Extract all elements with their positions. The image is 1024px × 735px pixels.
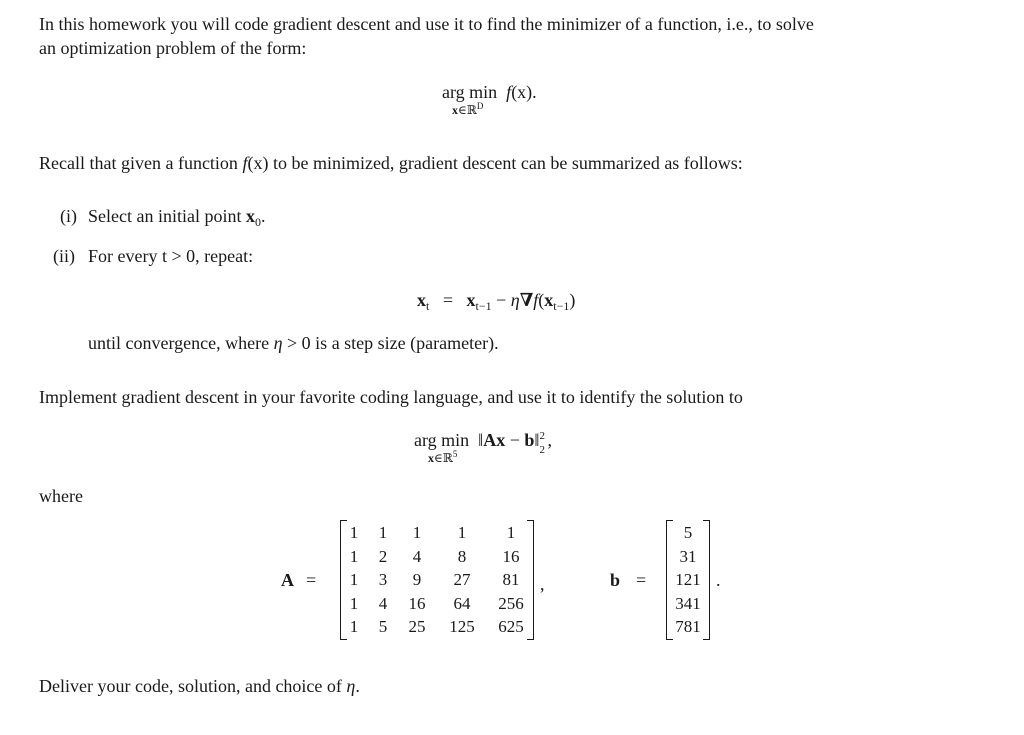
vector-b-trailing-period: . [716, 570, 721, 590]
vector-b-equals: = [636, 570, 647, 590]
matrix-a-cell: 1 [506, 523, 516, 542]
matrix-a-cell: 8 [457, 546, 467, 566]
argmin-operator: arg min [442, 82, 498, 102]
matrix-a-equals: = [306, 570, 317, 590]
matrix-a-cell: 27 [453, 570, 471, 589]
step-i-text: Select an initial point $x_0$. [88, 206, 266, 229]
matrix-a-cell: 64 [453, 593, 471, 613]
argmin-subscript-1: x∈ℝ$^D$ [452, 101, 484, 117]
function-arg: (x). [511, 82, 537, 102]
where-label: where [39, 486, 83, 506]
vector-b-cell: 31 [679, 546, 697, 566]
matrix-a-cell: 16 [408, 593, 426, 613]
matrix-a-cell: 1 [349, 523, 359, 542]
argmin-equation-1 [442, 80, 537, 104]
step-ii-text: For every t > 0, repeat: [88, 246, 254, 266]
matrix-a-cell: 1 [349, 546, 359, 566]
matrix-a-cell: 81 [502, 570, 520, 589]
matrix-a-cell: 2 [378, 546, 388, 566]
argmin-equation-2: arg min ‖Ax − b‖ 2 2 , [414, 430, 552, 456]
intro-line-2: an optimization problem of the form: [39, 38, 307, 58]
matrix-a-cell: 4 [378, 593, 388, 613]
deliver-sentence: Deliver your code, solution, and choice of η. [39, 676, 360, 696]
matrix-a-cell: 1 [349, 593, 359, 613]
recall-sentence: Recall that given a function f(x) to be minimized, gradient descent can be summarized as follows: [39, 153, 743, 173]
matrix-a-cell: 125 [449, 617, 475, 636]
vector-b-cell: 121 [675, 570, 701, 589]
matrix-a-cell: 1 [349, 617, 359, 636]
update-equation: $x_t$ = $x_{t-1} - \eta\nabla f(x_{t-1})$ [417, 290, 576, 313]
function-f: f [506, 82, 512, 102]
matrix-a-cell: 625 [498, 617, 524, 636]
vector-b-cell: 5 [683, 523, 693, 542]
vector-b-label: b [610, 570, 621, 590]
matrix-a-cell: 4 [412, 546, 422, 566]
matrix-a-cell: 9 [412, 570, 422, 589]
matrix-a-cell: 16 [502, 546, 520, 566]
intro-line-1: In this homework you will code gradient descent and use it to find the minimizer of a function, i.e., to solve [39, 14, 814, 34]
matrix-a-trailing-comma: , [540, 574, 545, 594]
matrix-a [340, 520, 534, 640]
vector-b-cell: 781 [675, 617, 701, 636]
step-ii-marker: (ii) [53, 246, 75, 266]
matrix-a-cell: 1 [349, 570, 359, 589]
vector-b-cell: 341 [675, 593, 701, 613]
vector-b [666, 520, 710, 640]
matrix-a-cell: 5 [378, 617, 388, 636]
matrix-a-cell: 1 [378, 523, 388, 542]
matrix-a-cell: 256 [498, 593, 524, 613]
step-i-marker: (i) [60, 206, 77, 226]
argmin-subscript-2: x∈ℝ$^5$ [428, 449, 458, 465]
implement-sentence: Implement gradient descent in your favorite coding language, and use it to identify the solution to [39, 387, 743, 407]
matrix-a-cell: 25 [408, 617, 426, 636]
matrix-a-label: A [281, 570, 294, 590]
matrix-a-cell: 1 [457, 523, 467, 542]
until-convergence: until convergence, where η > 0 is a step size (parameter). [88, 333, 499, 353]
matrix-a-cell: 1 [412, 523, 422, 542]
matrix-a-cell: 3 [378, 570, 388, 589]
